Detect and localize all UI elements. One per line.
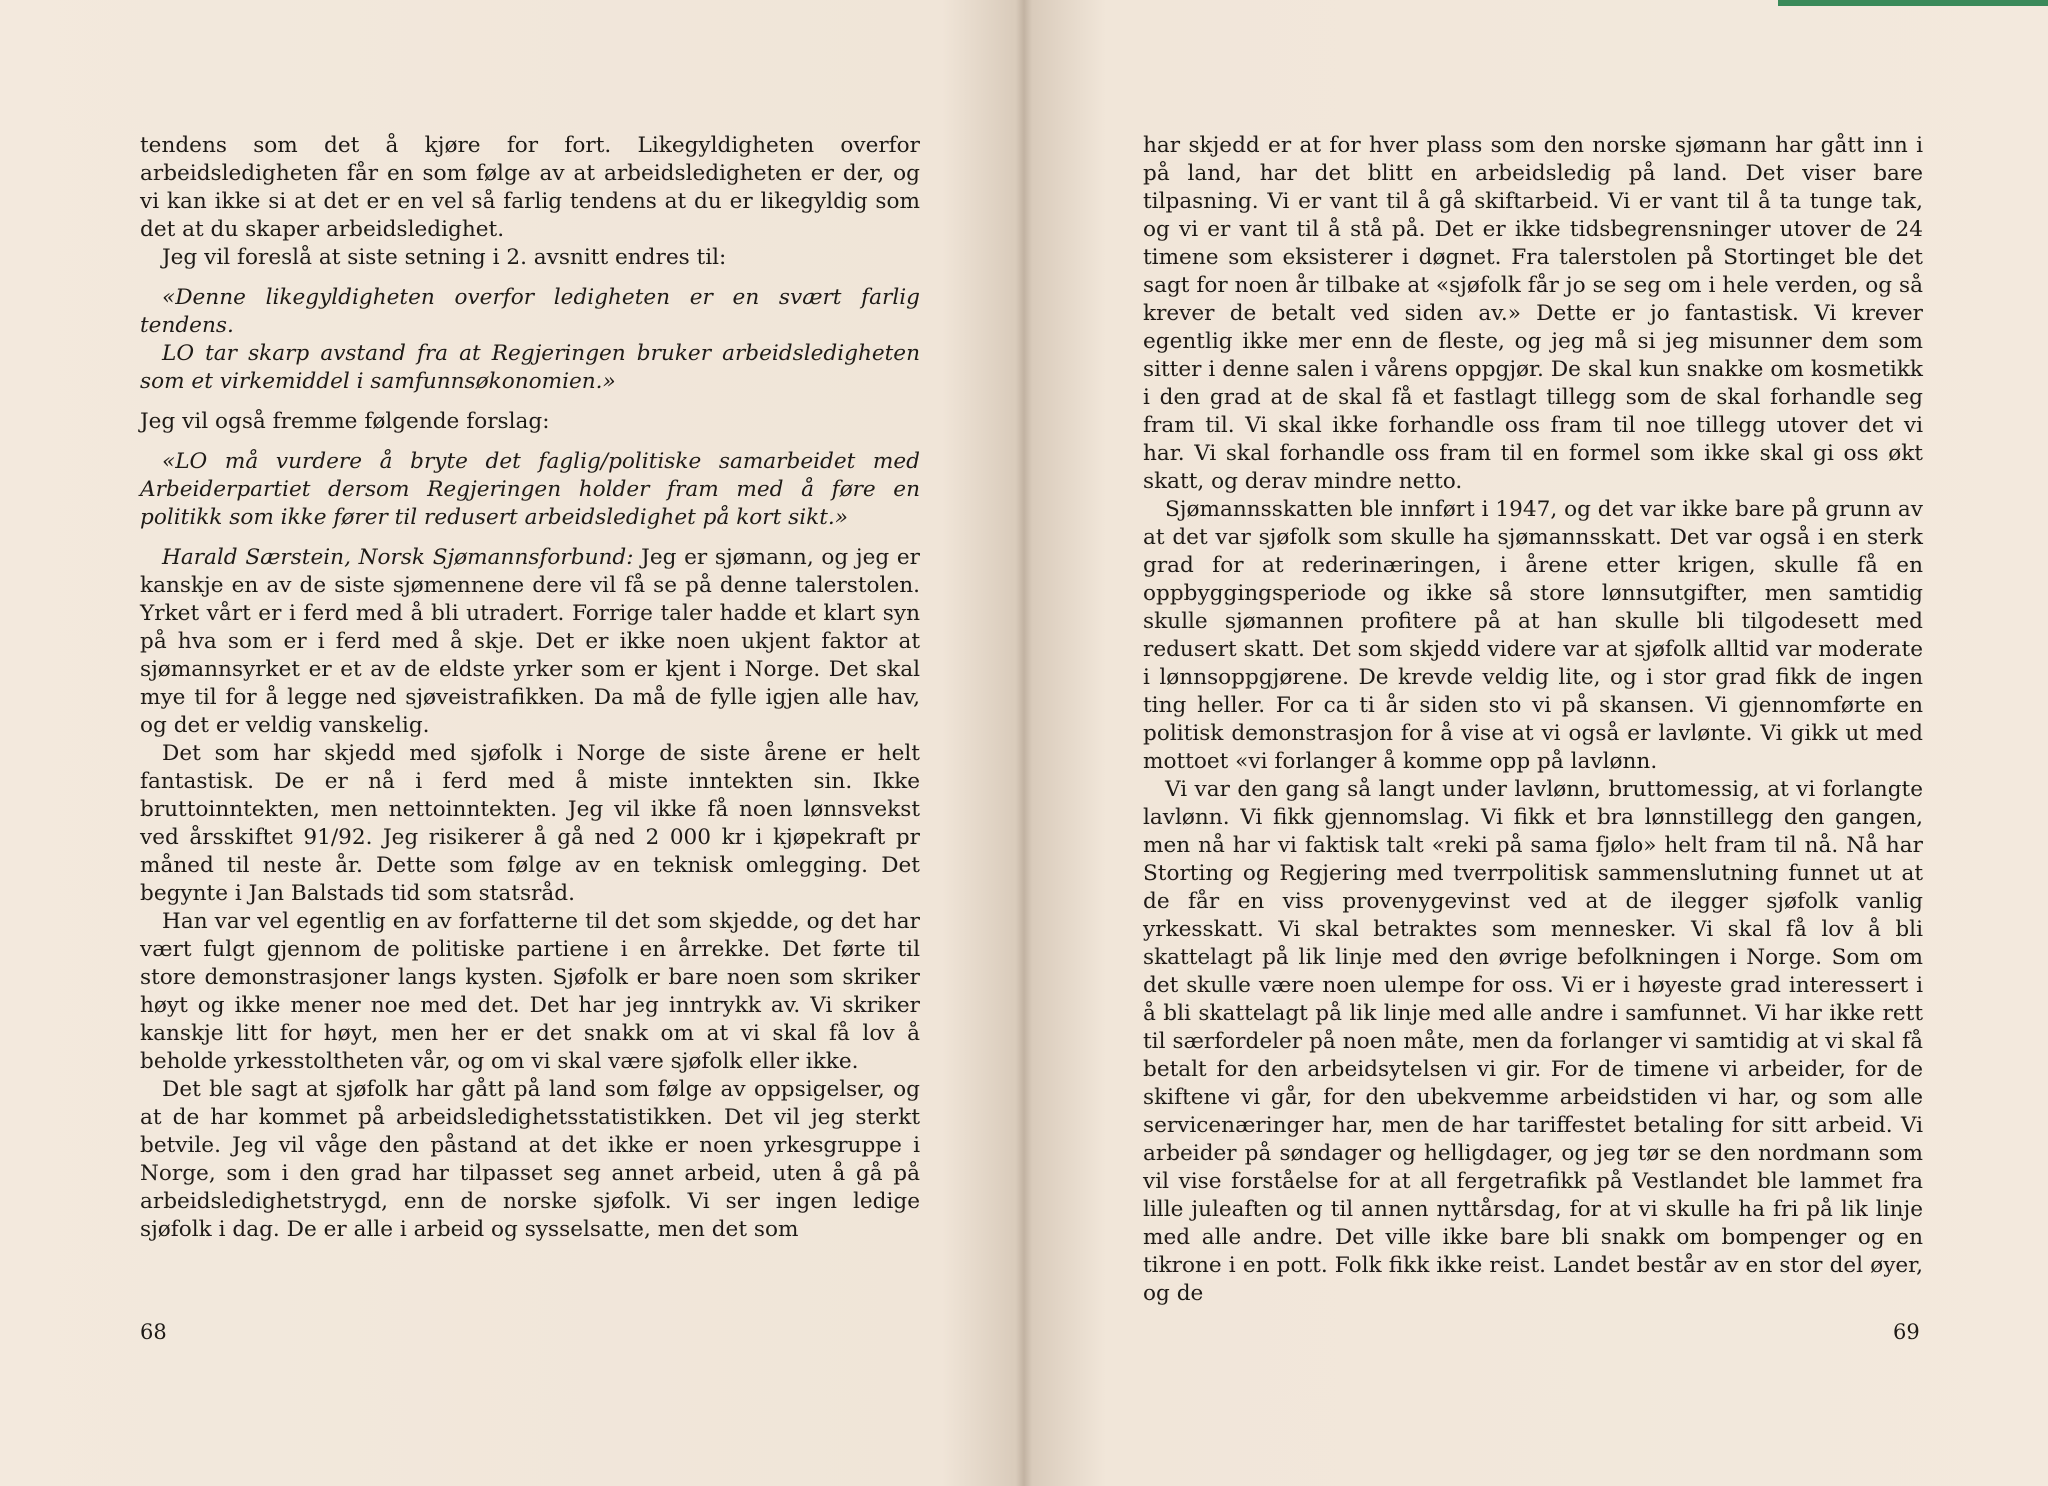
page-number-right: 69 — [1893, 1320, 1920, 1344]
left-page — [140, 132, 920, 1244]
speech-text: Jeg er sjømann, og jeg er kanskje en av de siste sjømennene dere vil få se på denne talerstolen. Yrket vårt er i ferd med å bli utradert. Forrige taler hadde et klart syn på hva som er i ferd med å skje. Det er ikke noen ukjent faktor at sjømannsyrket er et av de eldste yrker som er kjent i Norge. Det skal mye til for å legge ned sjøveistrafikken. Da må de fylle igjen alle hav, og det er veldig vanskelig. — [140, 545, 920, 738]
paragraph: har skjedd er at for hver plass som den norske sjømann har gått inn i på land, har det blitt en arbeidsledig på land. Det viser bare tilpasning. Vi er vant til å gå skiftarbeid. Vi er vant til å ta tunge tak, og vi er vant til å stå på. Det er ikke tidsbegrensninger utover de 24 timene som eksisterer i døgnet. Fra talerstolen på Stortinget ble det sagt for noen år tilbake at «sjøfolk får jo se seg om i hele verden, og så krever de betalt ved siden av.» Dette er jo fantastisk. Vi krever egentlig ikke mer enn de fleste, og jeg må si jeg misunner dem som sitter i denne salen i vårens oppgjør. De skal kun snakke om kosmetikk i den grad at de skal få et fastlagt tillegg som de skal forhandle seg fram til. Vi skal ikke forhandle oss fram til noe tillegg utover det vi har. Vi skal forhandle oss fram til en formel som ikke skal gi oss økt skatt, og derav mindre netto. — [1143, 133, 1923, 494]
quote-paragraph: «LO må vurdere å bryte det faglig/politiske samarbeidet med Arbeiderpartiet dersom Regjeringen holder fram med å føre en politikk som ikke fører til redusert arbeidsledighet på kort sikt.» — [140, 449, 920, 530]
speaker-paragraph — [140, 544, 920, 740]
page-number-left: 68 — [140, 1320, 167, 1344]
paragraph: Det ble sagt at sjøfolk har gått på land som følge av oppsigelser, og at de har kommet på arbeidsledighetsstatistikken. Det vil jeg sterkt betvile. Jeg vil våge den påstand at det ikke er noen yrkesgruppe i Norge, som i den grad har tilpasset seg annet arbeid, uten å gå på arbeidsledighetstrygd, enn de norske sjøfolk. Vi ser ingen ledige sjøfolk i dag. De er alle i arbeid og sysselsatte, men det som — [140, 1077, 920, 1242]
paragraph: Han var vel egentlig en av forfatterne til det som skjedde, og det har vært fulgt gjennom de politiske partiene i en årrekke. Det førte til store demonstrasjoner langs kysten. Sjøfolk er bare noen som skriker høyt og ikke mener noe med det. Det har jeg inntrykk av. Vi skriker kanskje litt for høyt, men her er det snakk om at vi skal få lov å beholde yrkesstoltheten vår, og om vi skal være sjøfolk eller ikke. — [140, 909, 920, 1074]
quote-paragraph: LO tar skarp avstand fra at Regjeringen bruker arbeidsledigheten som et virkemiddel i samfunnsøkonomien.» — [140, 341, 920, 394]
quote-paragraph: «Denne likegyldigheten overfor ledigheten er en svært farlig tendens. — [140, 285, 920, 338]
paragraph: tendens som det å kjøre for fort. Likegyldigheten overfor arbeidsledigheten får en som følge av at arbeidsledigheten er der, og vi kan ikke si at det er en vel så farlig tendens at du er likegyldig som det at du skaper arbeidsledighet. — [140, 133, 920, 242]
paragraph: Jeg vil også fremme følgende forslag: — [140, 409, 550, 434]
paragraph: Sjømannsskatten ble innført i 1947, og det var ikke bare på grunn av at det var sjøfolk som skulle ha sjømannsskatt. Det var også i en sterk grad for at rederinæringen, i årene etter krigen, skulle få en oppbyggingsperiode og ikke så store lønnsutgifter, men samtidig skulle sjømannen profitere på at han skulle bli tilgodesett med redusert skatt. Det som skjedd videre var at sjøfolk alltid var moderate i lønnsoppgjørene. De krevde veldig lite, og i stor grad fikk de ingen ting heller. For ca ti år siden sto vi på skansen. Vi gjennomførte en politisk demonstrasjon for å vise at vi også er lavlønte. Vi gikk ut med mottoet «vi forlanger å komme opp på lavlønn. — [1143, 497, 1923, 774]
paragraph: Vi var den gang så langt under lavlønn, bruttomessig, at vi forlangte lavlønn. Vi fikk gjennomslag. Vi fikk et bra lønnstillegg den gangen, men nå har vi faktisk talt «reki på sama fjølo» helt fram til nå. Nå har Storting og Regjering med tverrpolitisk sammenslutning funnet ut at de får en viss provenygevinst ved at de ilegger sjøfolk vanlig yrkesskatt. Vi skal betraktes som mennesker. Vi skal få lov å bli skattelagt på lik linje med den øvrige befolkningen i Norge. Som om det skulle være noen ulempe for oss. Vi er i høyeste grad interessert i å bli skattelagt på lik linje med alle andre i samfunnet. Vi har ikke rett til særfordeler på noen måte, men da forlanger vi samtidig at vi skal få betalt for den arbeidsytelsen vi gir. For de timene vi arbeider, for de skiftene vi går, for den ubekvemme arbeidstiden vi har, og som alle servicenæringer har, men de har tariffestet betaling for sitt arbeid. Vi arbeider på søndager og helligdager, og jeg tør se den nordmann som vil vise forståelse for at all fergetrafikk på Vestlandet ble lammet fra lille juleaften og til annen nyttårsdag, for at vi skulle ha fri på lik linje med alle andre. Det ville ikke bare bli snakk om bompenger og en tikrone i en pott. Folk fikk ikke reist. Landet består av en stor del øyer, og de — [1143, 777, 1923, 1306]
right-page — [1143, 132, 1923, 1308]
speaker-name: Harald Særstein, Norsk Sjømannsforbund: — [162, 545, 634, 570]
paragraph: Jeg vil foreslå at siste setning i 2. avsnitt endres til: — [162, 245, 727, 270]
paragraph: Det som har skjedd med sjøfolk i Norge de siste årene er helt fantastisk. De er nå i ferd med å miste inntekten sin. Ikke bruttoinntekten, men nettoinntekten. Jeg vil ikke få noen lønnsvekst ved årsskiftet 91/92. Jeg risikerer å gå ned 2 000 kr i kjøpekraft pr måned til neste år. Dette som følge av en teknisk omlegging. Det begynte i Jan Balstads tid som statsråd. — [140, 741, 920, 906]
page-edge-stripe — [1778, 0, 2048, 6]
